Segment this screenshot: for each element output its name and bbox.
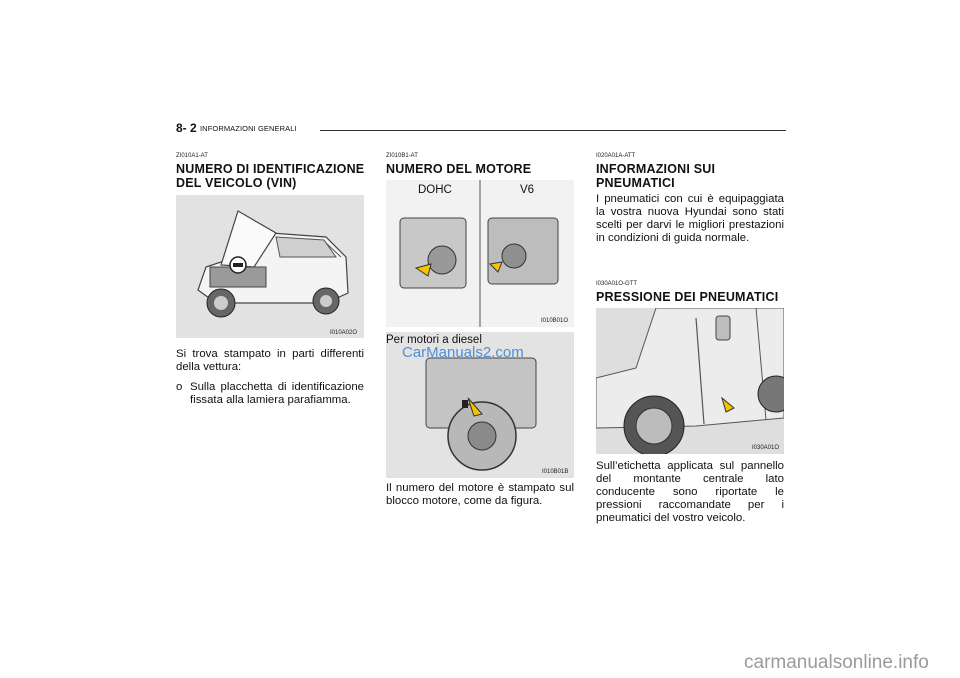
diesel-label: Per motori a diesel	[386, 334, 482, 346]
engine-paragraph: Il numero del motore è stampato sul blocco motore, come da figura.	[386, 482, 574, 507]
tire-info-code: I020A01A-ATT	[596, 153, 636, 159]
dohc-v6-engine-illustration	[386, 180, 574, 327]
footer-watermark: carmanualsonline.info	[744, 652, 929, 673]
dohc-label: DOHC	[418, 184, 452, 196]
vin-bullet-text: Sulla placchetta di identificazione fissata alla lamiera parafiamma.	[190, 381, 364, 406]
engine-section-heading: NUMERO DEL MOTORE	[386, 162, 532, 176]
tire-pressure-heading: PRESSIONE DEI PNEUMATICI	[596, 290, 779, 304]
tire-info-heading: INFORMAZIONI SUI PNEUMATICI	[596, 162, 716, 190]
vin-section-heading: NUMERO DI IDENTIFICAZIONE DEL VEICOLO (VIN)	[176, 162, 365, 190]
tire-pressure-image	[596, 308, 784, 454]
engine-section-code: ZI010B1-AT	[386, 153, 418, 159]
engine-image-top-code: I010B01O	[541, 318, 569, 324]
vin-section-code: ZI010A1-AT	[176, 153, 208, 159]
vin-image-code: I010A02O	[330, 330, 358, 336]
vin-image	[176, 195, 364, 338]
vin-bullet-mark: o	[176, 381, 183, 393]
tire-info-paragraph: I pneumatici con cui è equipaggiata la vostra nuova Hyundai sono stati scelti per darvi le migliori prestazioni in condizioni di guida normale.	[596, 193, 784, 244]
tire-pressure-image-code: I030A01O	[752, 445, 780, 451]
page-number: 8- 2	[176, 121, 197, 135]
suv-open-hood-illustration	[176, 195, 364, 338]
header-rule	[320, 130, 786, 131]
v6-label: V6	[520, 184, 535, 196]
tire-pressure-paragraph: Sull’etichetta applicata sul pannello del montante centrale lato conducente sono riportate le pressioni raccomandate per i pneumatici del vostro veicolo.	[596, 460, 784, 524]
engine-image-diesel-code: I010B01B	[542, 469, 569, 475]
watermark-carmanuals: CarManuals2.com	[402, 344, 524, 361]
tire-pressure-code: I030A01O-GTT	[596, 281, 638, 287]
door-pillar-label-illustration	[596, 308, 784, 454]
vin-paragraph: Si trova stampato in parti differenti della vettura:	[176, 348, 364, 373]
engine-image-top	[386, 180, 574, 327]
section-title: INFORMAZIONI GENERALI	[200, 124, 297, 133]
